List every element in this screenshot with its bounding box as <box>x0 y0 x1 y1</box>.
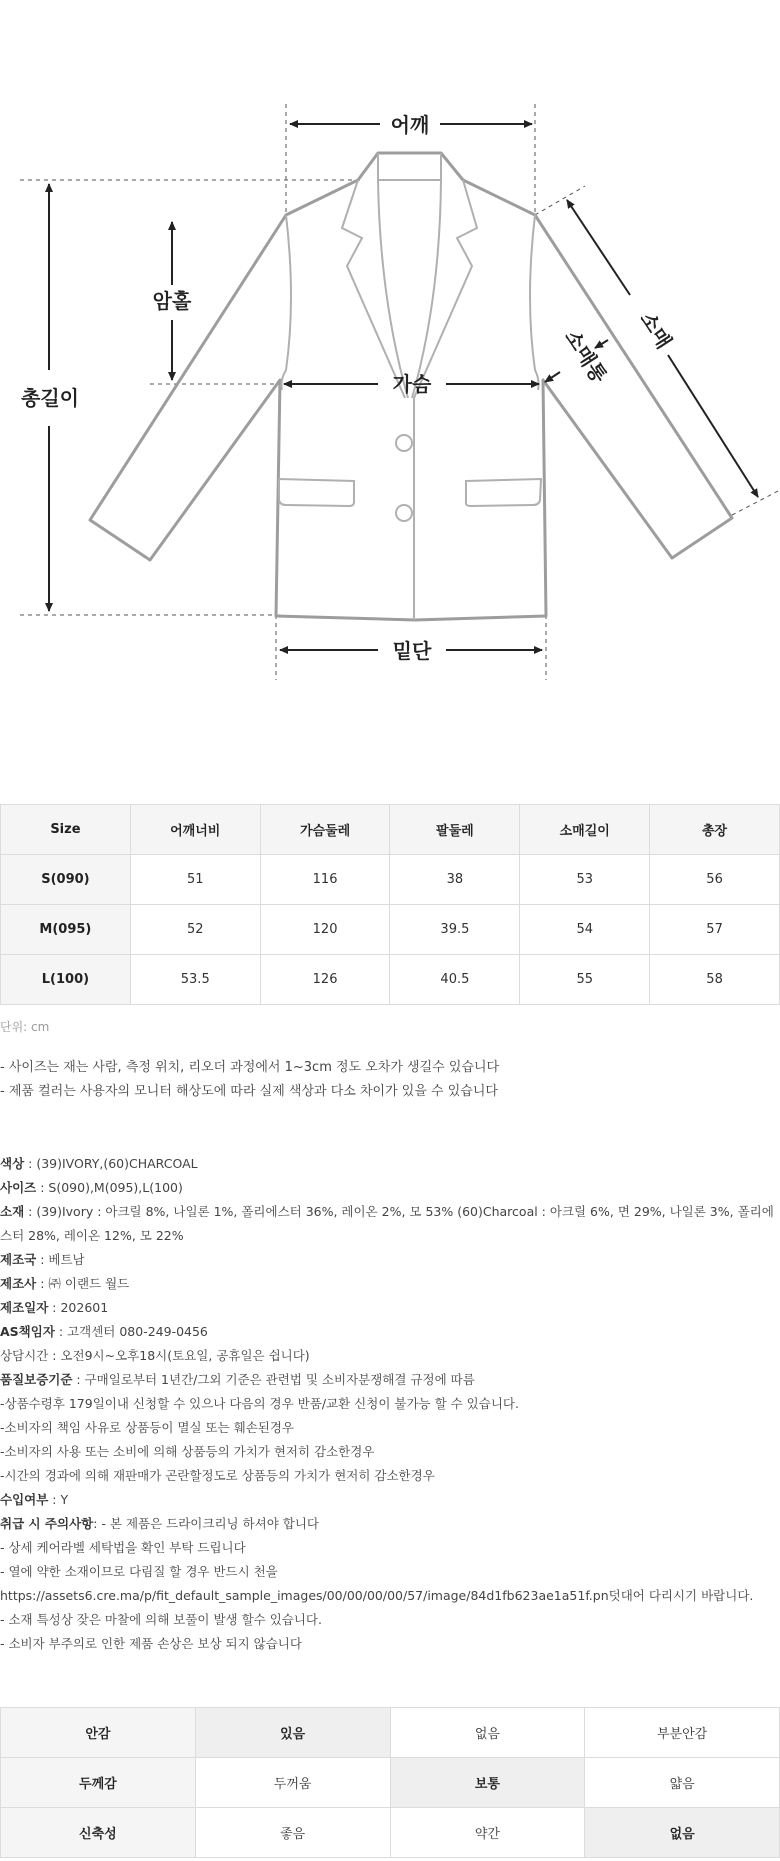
info-hours: 상담시간 : 오전9시~오후18시(토요일, 공휴일은 쉽니다) <box>0 1348 310 1363</box>
feature-head: 안감 <box>1 1708 196 1758</box>
table-cell: 116 <box>260 855 390 905</box>
sleeve-header: 소매길이 <box>520 805 650 855</box>
feature-row-thickness <box>1 1758 780 1808</box>
note-line: - 사이즈는 재는 사람, 측정 위치, 리오더 과정에서 1~3cm 정도 오차가 생길수 있습니다 <box>0 1060 500 1075</box>
size-table <box>0 804 780 1005</box>
table-row <box>1 955 780 1005</box>
info-care-line: - 열에 약한 소재이므로 다림질 할 경우 반드시 천을 <box>0 1564 278 1579</box>
product-info <box>0 1152 780 1656</box>
info-quality: 품질보증기준 : 구매일로부터 1년간/그외 기준은 관련법 및 소비자분쟁해결 규정에 따름 <box>0 1372 475 1387</box>
feature-option-selected: 보통 <box>390 1758 585 1808</box>
shoulder-header: 어깨너비 <box>130 805 260 855</box>
table-cell: 57 <box>650 905 780 955</box>
info-maker: 제조사 : ㈜ 이랜드 월드 <box>0 1276 130 1291</box>
info-color: 색상 : (39)IVORY,(60)CHARCOAL <box>0 1156 198 1171</box>
table-cell: 56 <box>650 855 780 905</box>
feature-row-lining <box>1 1708 780 1758</box>
info-as: AS책임자 : 고객센터 080-249-0456 <box>0 1324 208 1339</box>
jacket-diagram <box>0 0 780 690</box>
table-cell: 53.5 <box>130 955 260 1005</box>
label-total-length: 총길이 <box>21 386 79 410</box>
info-quality-line: -상품수령후 179일이내 신청할 수 있으나 다음의 경우 반품/교환 신청이 불가능 할 수 있습니다. <box>0 1396 519 1411</box>
info-care: 취급 시 주의사항: - 본 제품은 드라이크리닝 하셔야 합니다 <box>0 1516 319 1531</box>
note-line: - 제품 컬러는 사용자의 모니터 해상도에 따라 실제 색상과 다소 차이가 있을 수 있습니다 <box>0 1084 498 1099</box>
table-cell: 40.5 <box>390 955 520 1005</box>
chest-header: 가슴둘레 <box>260 805 390 855</box>
size-cell: S(090) <box>1 855 131 905</box>
table-cell: 58 <box>650 955 780 1005</box>
feature-option: 부분안감 <box>585 1708 780 1758</box>
info-quality-line: -시간의 경과에 의해 재판매가 곤란할정도로 상품등의 가치가 현저히 감소한경우 <box>0 1468 435 1483</box>
size-cell: M(095) <box>1 905 131 955</box>
feature-row-stretch <box>1 1808 780 1858</box>
table-cell: 51 <box>130 855 260 905</box>
table-cell: 53 <box>520 855 650 905</box>
size-cell: L(100) <box>1 955 131 1005</box>
unit-note: 단위: cm <box>0 1020 50 1034</box>
table-cell: 39.5 <box>390 905 520 955</box>
size-diagram <box>0 0 780 690</box>
info-quality-line: -소비자의 사용 또는 소비에 의해 상품등의 가치가 현저히 감소한경우 <box>0 1444 375 1459</box>
label-hem: 밑단 <box>392 639 432 663</box>
arm-header: 팔둘레 <box>390 805 520 855</box>
feature-head: 두께감 <box>1 1758 196 1808</box>
feature-option: 없음 <box>390 1708 585 1758</box>
feature-option: 얇음 <box>585 1758 780 1808</box>
label-shoulder: 어깨 <box>390 113 430 137</box>
size-header: Size <box>1 805 131 855</box>
info-care-line: https://assets6.cre.ma/p/fit_default_sample_images/00/00/00/00/57/image/84d1fb623ae1a51f.pn덧대어 다리시기 바랍니다. <box>0 1588 754 1603</box>
table-cell: 52 <box>130 905 260 955</box>
length-header: 총장 <box>650 805 780 855</box>
info-care-line: - 소비자 부주의로 인한 제품 손상은 보상 되지 않습니다 <box>0 1636 302 1651</box>
label-chest: 가슴 <box>392 372 432 396</box>
feature-head: 신축성 <box>1 1808 196 1858</box>
feature-option-selected: 없음 <box>585 1808 780 1858</box>
info-date: 제조일자 : 202601 <box>0 1300 109 1315</box>
table-row <box>1 855 780 905</box>
table-cell: 54 <box>520 905 650 955</box>
feature-option: 두꺼움 <box>195 1758 390 1808</box>
feature-option: 좋음 <box>195 1808 390 1858</box>
label-sleeve-width: 소매통 <box>560 325 612 388</box>
feature-option-selected: 있음 <box>195 1708 390 1758</box>
feature-table <box>0 1707 780 1858</box>
size-table-header-row <box>1 805 780 855</box>
info-care-line: - 상세 케어라벨 세탁법을 확인 부탁 드립니다 <box>0 1540 246 1555</box>
info-size: 사이즈 : S(090),M(095),L(100) <box>0 1180 183 1195</box>
table-cell: 55 <box>520 955 650 1005</box>
table-cell: 120 <box>260 905 390 955</box>
info-quality-line: -소비자의 책임 사유로 상품등이 멸실 또는 훼손된경우 <box>0 1420 295 1435</box>
info-import: 수입여부 : Y <box>0 1492 69 1507</box>
table-row <box>1 905 780 955</box>
label-armhole: 암홀 <box>152 289 192 313</box>
table-cell: 38 <box>390 855 520 905</box>
feature-option: 약간 <box>390 1808 585 1858</box>
table-cell: 126 <box>260 955 390 1005</box>
info-care-line: - 소재 특성상 잦은 마찰에 의해 보풀이 발생 할수 있습니다. <box>0 1612 322 1627</box>
label-sleeve: 소매 <box>635 307 677 353</box>
size-notes <box>0 1056 780 1104</box>
info-material: 소재 : (39)Ivory : 아크릴 8%, 나일론 1%, 폴리에스터 36%, 레이온 2%, 모 53% (60)Charcoal : 아크릴 6%, 면 29%, 나일론 3%, 폴리에스터 28%, 레이온 12%, 모 22% <box>0 1204 774 1243</box>
info-country: 제조국 : 베트남 <box>0 1252 85 1267</box>
